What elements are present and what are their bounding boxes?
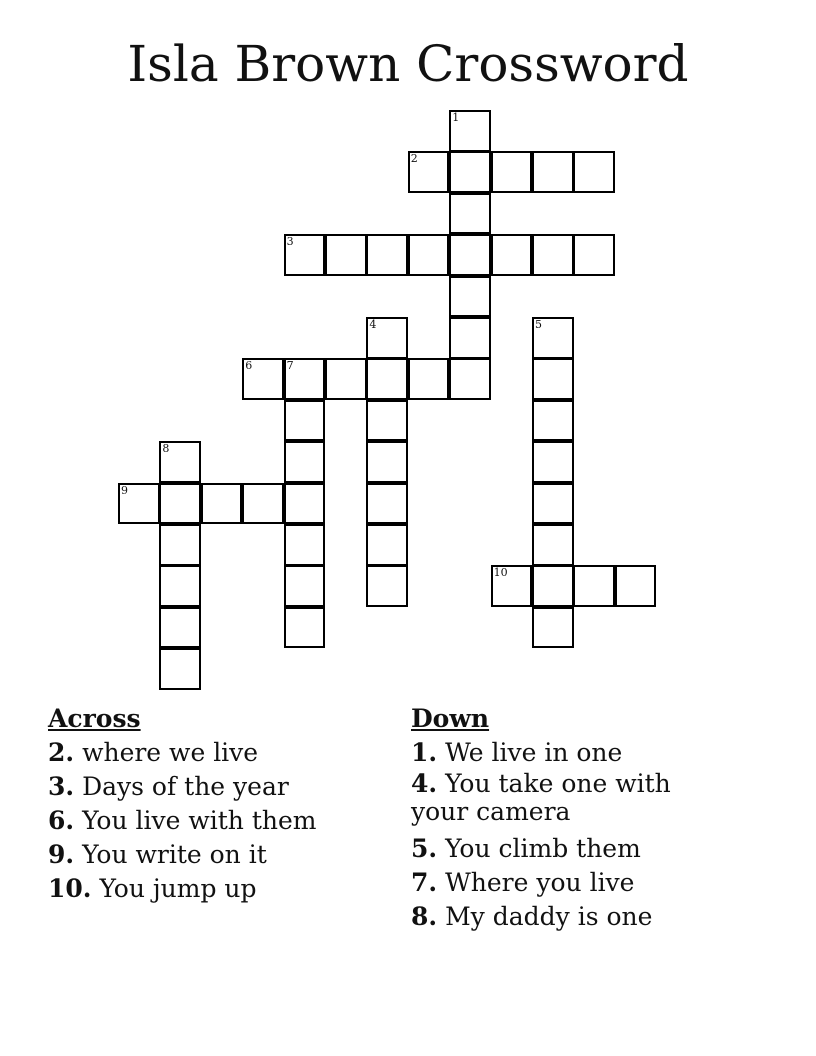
clue-item: 8. My daddy is one [411,902,653,931]
grid-cell[interactable] [284,234,326,276]
cell-number: 1 [452,111,460,124]
clue-item: 9. You write on it [48,840,267,869]
grid-cell[interactable] [449,193,491,235]
down-clues [411,702,731,934]
grid-cell[interactable] [532,151,574,193]
grid-cell[interactable] [366,234,408,276]
grid-cell[interactable] [366,565,408,607]
grid-cell[interactable] [532,441,574,483]
grid-cell[interactable] [449,110,491,152]
grid-cell[interactable] [242,358,284,400]
grid-cell[interactable] [159,441,201,483]
grid-cell[interactable] [449,234,491,276]
grid-cell[interactable] [449,151,491,193]
down-heading: Down [411,704,490,733]
grid-cell[interactable] [284,524,326,566]
grid-cell[interactable] [491,151,533,193]
grid-cell[interactable] [573,565,615,607]
grid-cell[interactable] [201,483,243,525]
grid-cell[interactable] [491,234,533,276]
grid-cell[interactable] [366,441,408,483]
grid-cell[interactable] [573,151,615,193]
grid-cell[interactable] [532,234,574,276]
cell-number: 7 [286,359,294,373]
grid-cell[interactable] [532,607,574,649]
grid-cell[interactable] [408,358,450,400]
grid-cell[interactable] [615,565,657,607]
grid-cell[interactable] [366,524,408,566]
cell-number: 4 [369,318,377,331]
grid-cell[interactable] [325,358,367,400]
grid-cell[interactable] [449,317,491,359]
cell-number: 2 [410,152,418,166]
grid-cell[interactable] [532,400,574,442]
grid-cell[interactable] [325,234,367,276]
cell-number: 6 [245,359,253,373]
grid-cell[interactable] [159,524,201,566]
grid-cell[interactable] [532,317,574,359]
clue-item: 6. You live with them [48,806,317,835]
grid-cell[interactable] [159,483,201,525]
clue-item: 2. where we live [48,738,259,767]
clue-item: 4. You take one with your camera [411,769,671,826]
grid-cell[interactable] [284,400,326,442]
cell-number: 8 [162,442,170,456]
grid-cell[interactable] [532,358,574,400]
grid-cell[interactable] [408,151,450,193]
across-clues [48,702,388,906]
clue-item: 5. You climb them [411,834,641,863]
clue-item: 1. We live in one [411,738,623,767]
grid-cell[interactable] [284,607,326,649]
grid-cell[interactable] [532,524,574,566]
grid-cell[interactable] [159,565,201,607]
clue-item: 3. Days of the year [48,772,289,801]
grid-cell[interactable] [491,565,533,607]
grid-cell[interactable] [284,358,326,400]
grid-cell[interactable] [366,483,408,525]
grid-cell[interactable] [284,565,326,607]
clue-item: 7. Where you live [411,868,635,897]
grid-cell[interactable] [366,317,408,359]
grid-cell[interactable] [532,483,574,525]
cell-number: 9 [121,483,128,497]
grid-cell[interactable] [449,276,491,318]
clue-item: 10. You jump up [48,874,257,903]
grid-cell[interactable] [118,483,160,525]
across-heading: Across [48,704,141,733]
cell-number: 3 [286,235,294,249]
puzzle-title: Isla Brown Crossword [127,35,689,93]
grid-cell[interactable] [284,483,326,525]
grid-cell[interactable] [366,358,408,400]
grid-cell[interactable] [284,441,326,483]
grid-cell[interactable] [573,234,615,276]
cell-number: 5 [535,318,542,331]
grid-cell[interactable] [159,648,201,690]
grid-cell[interactable] [366,400,408,442]
grid-cell[interactable] [532,565,574,607]
grid-cell[interactable] [159,607,201,649]
grid-cell[interactable] [449,358,491,400]
cell-number: 10 [493,566,508,580]
grid-cell[interactable] [408,234,450,276]
grid-cell[interactable] [242,483,284,525]
